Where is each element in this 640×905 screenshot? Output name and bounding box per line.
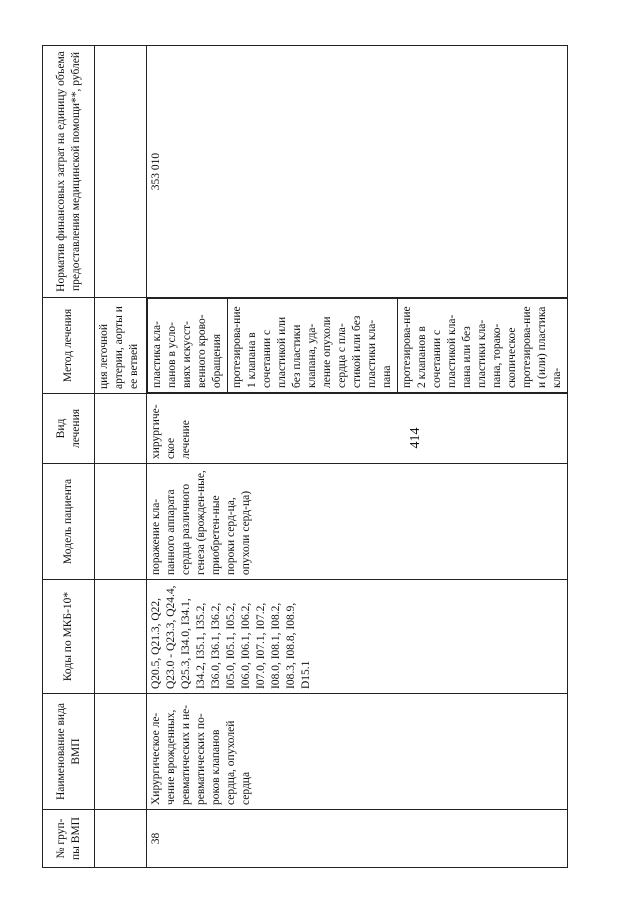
cell-treatment-type: хирургиче-ское лечение [147,394,568,464]
cell-empty [95,580,147,694]
cell-group-number: 38 [147,810,568,868]
page-number: 414 [408,427,423,449]
cell-patient-model: поражение кла-панного аппарата сердца различного генеза (врожден-ные, приобретен-ные пороки серд-ца, опухоли серд-ца) [147,464,568,580]
header-vmp-name: Наименование вида ВМП [43,694,95,810]
table-row-38 [147,46,568,868]
cell-empty [95,464,147,580]
method-item: пластика кла-панов в усло-виях искусст-венного крово-обращения [148,299,228,393]
cell-empty [95,394,147,464]
cell-method-continuation: ция легочной артерии, аорты и ее ветвей [95,298,147,394]
method-item: протезирова-ние 1 клапана в сочетании с пластикой или без пластики клапана, уда-ление опухоли сердца с пла-стикой или без пластики кла-пана [228,299,398,393]
cell-empty [95,694,147,810]
header-treatment-method: Метод лечения [43,298,95,394]
cell-treatment-methods [147,298,568,394]
cell-icd-codes: Q20.5, Q21.3, Q22, Q23.0 - Q23.3, Q24.4, Q25.3, I34.0, I34.1, I34.2, I35.1, I35.2, I36.0, I36.1, I36.2, I05.0, I05.1, I05.2, I06.0, I06.1, I06.2, I07.0, I07.1, I07.2, I08.0, I08.1, I08.2, I08.3, I08.8, I08.9, D15.1 [147,580,568,694]
cell-empty [95,46,147,298]
header-icd-codes: Коды по МКБ-10* [43,580,95,694]
header-patient-model: Модель пациента [43,464,95,580]
header-treatment-type: Вид лечения [43,394,95,464]
table-row-continuation [95,46,147,868]
header-cost-norm: Норматив финансовых затрат на единицу объема предоставления медицинской помощи**, рублей [43,46,95,298]
cell-cost-norm: 353 010 [147,46,568,298]
methods-list [147,298,567,393]
table-header-row [43,46,95,868]
cell-vmp-name: Хирургическое ле-чение врожденных, ревматических и не-ревматических по-роков клапанов сердца, опухолей сердца [147,694,568,810]
rotated-table-wrapper [42,46,563,868]
cell-empty [95,810,147,868]
vmp-table [42,45,568,868]
method-item: протезирова-ние 2 клапанов в сочетании с пластикой кла-пана или без пластики кла-пана, торако-скопическое протезирова-ние и (или) пластика кла- [398,299,568,393]
header-group-number: № груп-пы ВМП [43,810,95,868]
